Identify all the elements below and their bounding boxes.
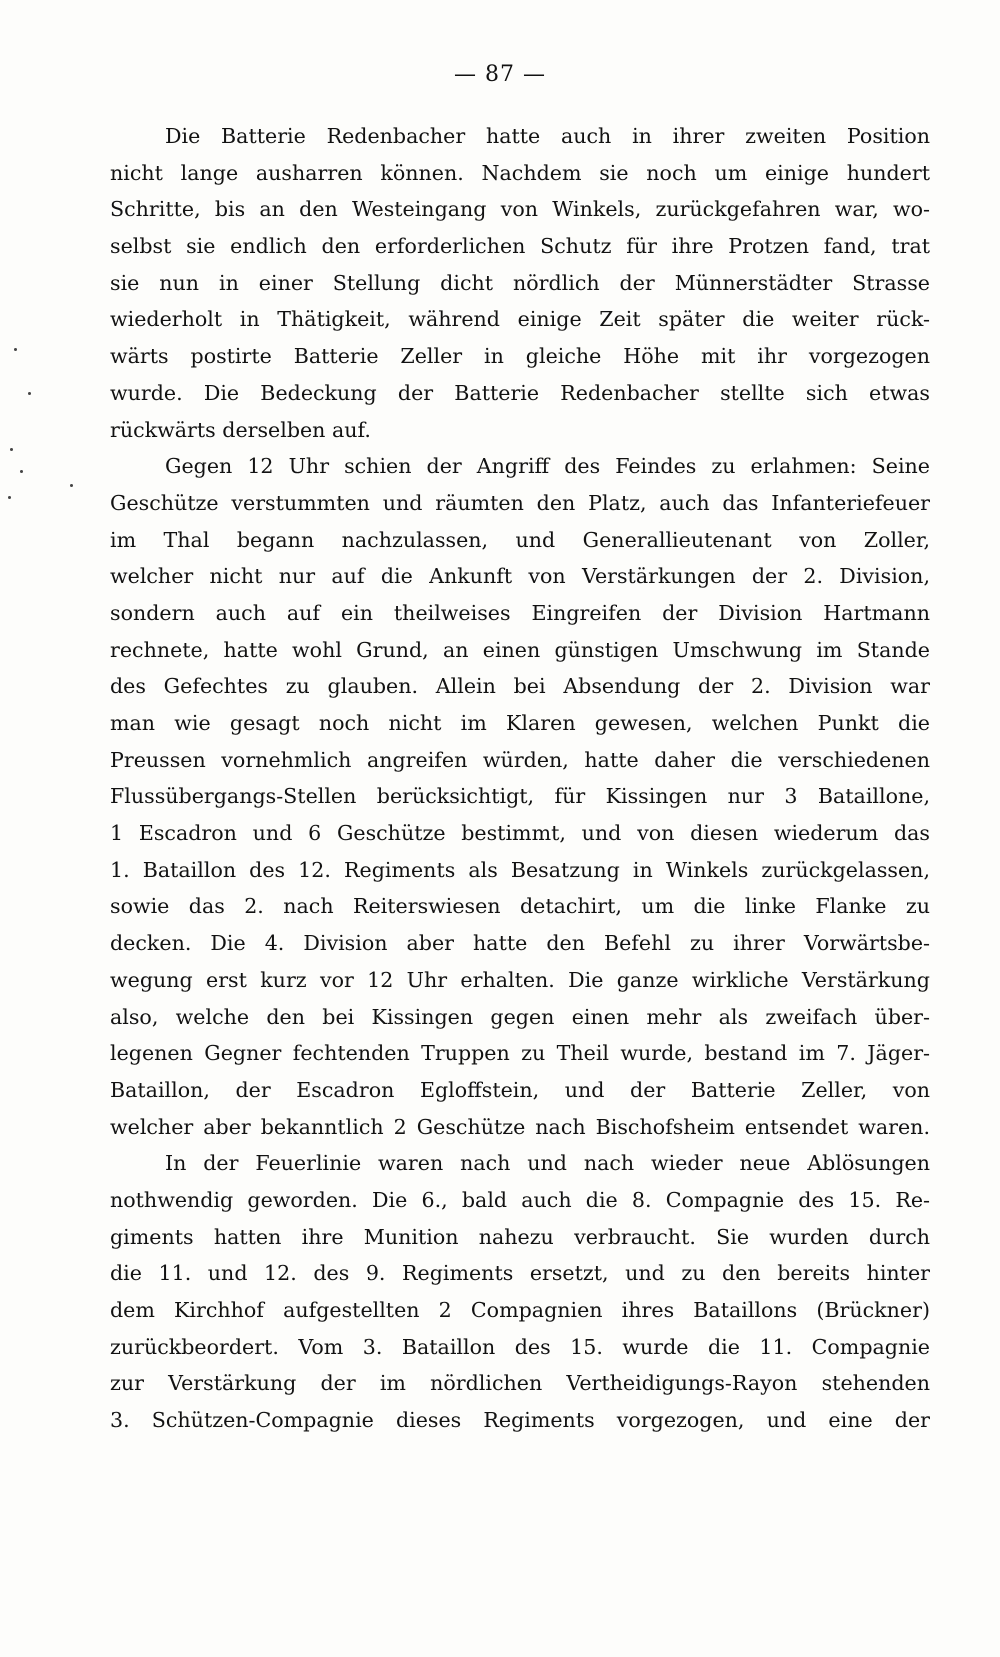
scan-speck xyxy=(20,470,23,473)
paragraph-1 xyxy=(110,118,930,448)
text-line: zurückbeordert. Vom 3. Bataillon des 15. wurde die 11. Compagnie xyxy=(110,1334,930,1359)
text-line: welcher nicht nur auf die Ankunft von Verstärkungen der 2. Division, xyxy=(110,564,930,589)
text-line: des Gefechtes zu glauben. Allein bei Absendung der 2. Division war xyxy=(110,674,930,699)
text-line: nothwendig geworden. Die 6., bald auch die 8. Compagnie des 15. Re- xyxy=(110,1187,930,1212)
text-line: wärts postirte Batterie Zeller in gleiche Höhe mit ihr vorgezogen xyxy=(110,344,930,369)
text-line: Gegen 12 Uhr schien der Angriff des Feindes zu erlahmen: Seine xyxy=(165,454,930,479)
text-line: legenen Gegner fechtenden Truppen zu Theil wurde, bestand im 7. Jäger- xyxy=(110,1041,930,1066)
text-line: wiederholt in Thätigkeit, während einige Zeit später die weiter rück- xyxy=(110,307,930,332)
text-line: sowie das 2. nach Reiterswiesen detachirt, um die linke Flanke zu xyxy=(110,894,930,919)
text-line: also, welche den bei Kissingen gegen einen mehr als zweifach über- xyxy=(110,1004,930,1029)
text-line: die 11. und 12. des 9. Regiments ersetzt, und zu den bereits hinter xyxy=(110,1261,930,1286)
text-line: 1. Bataillon des 12. Regiments als Besatzung in Winkels zurückgelassen, xyxy=(110,857,930,882)
page-number: — 87 — xyxy=(454,62,546,87)
text-line: welcher aber bekanntlich 2 Geschütze nach Bischofsheim entsendet waren. xyxy=(110,1114,930,1139)
text-line: 3. Schützen-Compagnie dieses Regiments vorgezogen, und eine der xyxy=(110,1408,930,1433)
text-line: sondern auch auf ein theilweises Eingreifen der Division Hartmann xyxy=(110,600,930,625)
scan-speck xyxy=(28,392,31,395)
text-line: selbst sie endlich den erforderlichen Schutz für ihre Protzen fand, trat xyxy=(110,234,930,259)
text-line: wegung erst kurz vor 12 Uhr erhalten. Die ganze wirkliche Verstärkung xyxy=(110,967,930,992)
scan-speck xyxy=(70,484,73,487)
text-line: dem Kirchhof aufgestellten 2 Compagnien ihres Bataillons (Brückner) xyxy=(110,1298,930,1322)
text-line: In der Feuerlinie waren nach und nach wieder neue Ablösungen xyxy=(165,1151,930,1176)
text-line: giments hatten ihre Munition nahezu verbraucht. Sie wurden durch xyxy=(110,1224,930,1249)
body-text xyxy=(110,118,930,1439)
text-line: Die Batterie Redenbacher hatte auch in ihrer zweiten Position xyxy=(165,124,930,148)
text-line: im Thal begann nachzulassen, und Generallieutenant von Zoller, xyxy=(110,527,930,552)
text-line: man wie gesagt noch nicht im Klaren gewesen, welchen Punkt die xyxy=(110,711,930,735)
text-line: nicht lange ausharren können. Nachdem sie noch um einige hundert xyxy=(110,160,930,185)
paragraph-3 xyxy=(110,1145,930,1439)
text-line: sie nun in einer Stellung dicht nördlich der Münnerstädter Strasse xyxy=(110,270,930,295)
text-line: rückwärts derselben auf. xyxy=(110,417,371,442)
text-line: Flussübergangs-Stellen berücksichtigt, für Kissingen nur 3 Bataillone, xyxy=(110,784,930,809)
text-line: rechnete, hatte wohl Grund, an einen günstigen Umschwung im Stande xyxy=(110,637,930,662)
paragraph-2 xyxy=(110,448,930,1145)
text-line: zur Verstärkung der im nördlichen Vertheidigungs-Rayon stehenden xyxy=(110,1371,930,1396)
scan-speck xyxy=(8,496,11,499)
text-line: Bataillon, der Escadron Egloffstein, und der Batterie Zeller, von xyxy=(110,1077,930,1102)
scan-speck xyxy=(10,448,13,451)
text-line: decken. Die 4. Division aber hatte den Befehl zu ihrer Vorwärtsbe- xyxy=(110,931,930,956)
text-line: Schritte, bis an den Westeingang von Winkels, zurückgefahren war, wo- xyxy=(110,197,930,222)
text-line: Preussen vornehmlich angreifen würden, hatte daher die verschiedenen xyxy=(110,747,930,772)
text-line: Geschütze verstummten und räumten den Platz, auch das Infanteriefeuer xyxy=(110,490,930,515)
text-line: 1 Escadron und 6 Geschütze bestimmt, und von diesen wiederum das xyxy=(110,821,930,846)
scan-speck xyxy=(14,348,17,351)
text-line: wurde. Die Bedeckung der Batterie Redenbacher stellte sich etwas xyxy=(110,380,930,405)
